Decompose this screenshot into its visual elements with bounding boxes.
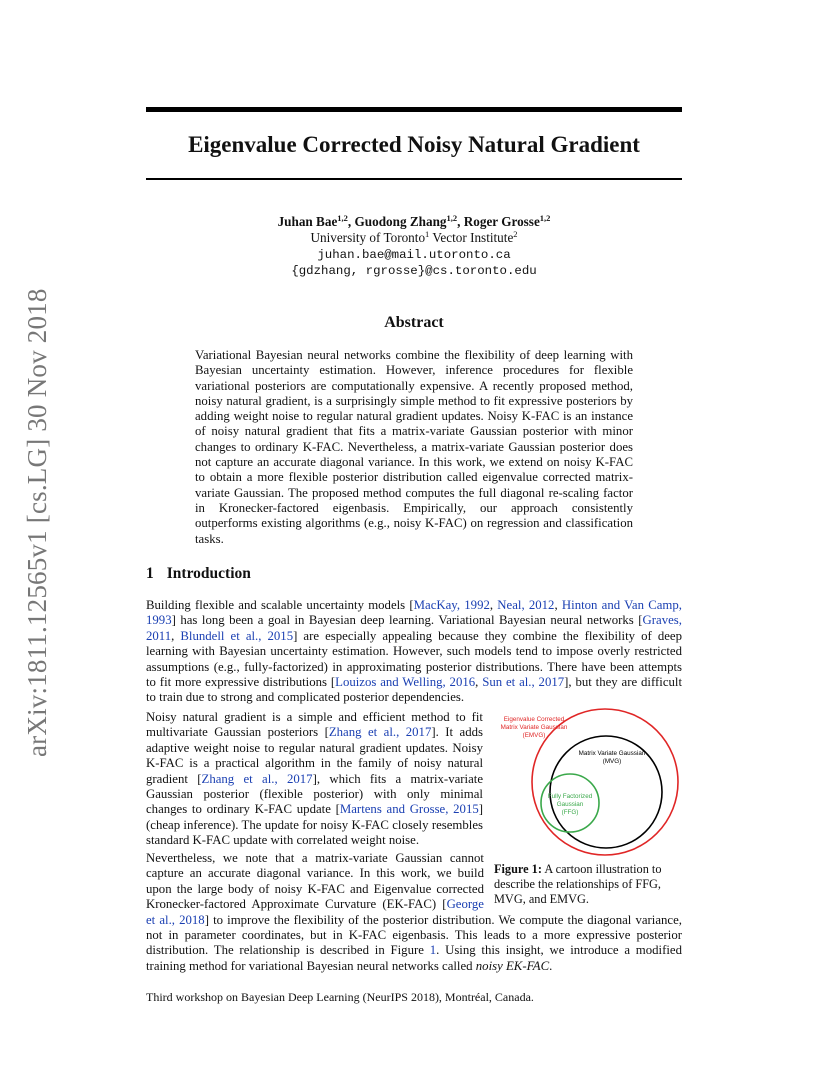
citation-link[interactable]: MacKay, 1992 — [413, 598, 490, 612]
affiliation-1: University of Toronto — [310, 230, 426, 246]
citation-link[interactable]: Louizos and Welling, 2016 — [335, 675, 476, 690]
title-rule-bottom — [146, 178, 682, 180]
text-run: ]. It adds adaptive weight noise to regular natural gradient updates. Noisy K-FAC is a practical algorithm in the family of noisy natural gradient [ — [146, 725, 483, 786]
mvg-label-line-2: (MVG) — [602, 758, 622, 765]
ffg-label-line-2: Gaussian — [556, 801, 584, 808]
citation-link[interactable]: Hinton and Van Camp, 1993 — [146, 598, 682, 628]
citation-link[interactable]: George et al., 2018 — [146, 897, 484, 927]
email-1: juhan.bae@mail.utoronto.ca — [317, 247, 511, 262]
ffg-label-line-3: (FFG) — [561, 809, 579, 816]
emvg-label-line-3: (EMVG) — [522, 732, 546, 739]
text-run: , — [554, 598, 562, 612]
citation-link[interactable]: Zhang et al., 2017 — [328, 725, 432, 740]
paper-title: Eigenvalue Corrected Noisy Natural Gradient — [188, 132, 640, 157]
figure-reference-link[interactable]: 1 — [429, 943, 437, 958]
caption-label: Figure 1: — [494, 862, 542, 876]
author-3-affiliation-marker: 1,2 — [539, 213, 551, 223]
text-run: . — [549, 958, 553, 973]
abstract-heading: Abstract — [384, 314, 444, 331]
author-1: Juhan Bae — [277, 214, 338, 229]
text-run: , — [171, 628, 181, 643]
text-run: Building flexible and scalable uncertainty models [ — [146, 598, 414, 612]
emvg-label-line-2: Matrix Variate Gaussian — [500, 724, 568, 731]
abstract-text: Variational Bayesian neural networks combine the flexibility of deep learning with Bayesian uncertainty estimation. However, inference procedures for flexible variational posteriors are computationally expensive. A recently proposed method, noisy natural gradient, is a surprisingly simple method to fit expressive posteriors by adding weight noise to regular natural gradient updates. Noisy K-FAC is an instance of noisy natural gradient that fits a matrix-variate Gaussian posterior with minor changes to ordinary K-FAC. Nevertheless, a matrix-variate Gaussian posterior does not capture an accurate diagonal variance. In this work, we extend on noisy K-FAC to obtain a more flexible posterior distribution called eigenvalue corrected matrix-variate Gaussian. The proposed method computes the full diagonal re-scaling factor in Kronecker-factored eigenbasis. Empirically, our approach consistently outperforms existing algorithms (e.g., noisy K-FAC) on regression and classification tasks. — [195, 348, 633, 546]
emvg-label-line-1: Eigenvalue Corrected — [503, 716, 565, 723]
text-run: ] has long been a goal in Bayesian deep learning. Variational Bayesian neural networks [ — [171, 613, 643, 628]
text-run: ] to improve the flexibility of the posterior distribution. We compute the diagonal variance, not in parameter coordinates, but in K-FAC eigenbasis. This leads to a more expressive posterior distribution. The relationship is described in Figure — [146, 912, 682, 958]
text-run: ] (cheap inference). The update for noisy K-FAC closely resembles standard K-FAC update with correlated weight noise. — [146, 802, 484, 848]
affiliation-2-marker: 2 — [513, 229, 518, 240]
citation-link[interactable]: Blundell et al., 2015 — [180, 628, 294, 643]
section-number: 1 — [146, 565, 154, 582]
section-title: Introduction — [166, 565, 251, 582]
citation-link[interactable]: Sun et al., 2017 — [482, 675, 565, 690]
arxiv-identifier: arXiv:1811.12565v1 [cs.LG] 30 Nov 2018 — [22, 288, 52, 757]
email-2: {gdzhang, rgrosse}@cs.toronto.edu — [291, 264, 537, 279]
text-run: , — [475, 675, 483, 690]
text-run: Nevertheless, we note that a matrix-variate Gaussian cannot capture an accurate diagonal variance. In this work, we build upon the large body of noisy K-FAC and Eigenvalue corrected Kronecker-factored Approximate Curvature (EK-FAC) [ — [146, 851, 484, 912]
ffg-label-line-1: Fully Factorized — [547, 793, 593, 800]
text-run: ] are especially appealing because they combine the flexibility of deep learning with Bayesian uncertainty estimation. However, such models tend to impose overly restricted assumptions (e.g., fully-factorized) in approximating posterior distributions. There have been attempts to fit more expressive distributions [ — [146, 628, 682, 690]
text-run: . Using this insight, we introduce a modified training method for variational Bayesian neural networks called — [146, 943, 682, 973]
mvg-label-line-1: Matrix Variate Gaussian — [578, 750, 646, 757]
footnote-venue: Third workshop on Bayesian Deep Learning (NeurIPS 2018), Montréal, Canada. — [146, 990, 534, 1004]
citation-link[interactable]: Neal, 2012 — [497, 598, 555, 612]
affiliations — [146, 230, 682, 246]
author-names: Juhan Bae$^{1,2}$, Guodong Zhang$^{1,2}$, Roger Grosse$^{1,2}$ — [277, 213, 551, 229]
caption-text: A cartoon illustration to describe the relationships of FFG, MVG, and EMVG. — [494, 862, 662, 906]
text-run: ], but they are difficult to train due to strong and complicated posterior dependencies. — [146, 675, 683, 705]
figure-1-caption — [494, 862, 684, 907]
title-rule-top — [146, 107, 682, 112]
citation-link[interactable]: Martens and Grosse, 2015 — [339, 802, 479, 817]
text-run: , — [489, 598, 498, 612]
affiliation-2: Vector Institute — [432, 230, 514, 246]
citation-link[interactable]: Graves, 2011 — [146, 613, 682, 643]
author-block — [146, 214, 682, 280]
author-1-affiliation-marker: 1,2 — [337, 213, 348, 223]
author-2-affiliation-marker: 1,2 — [446, 213, 458, 223]
text-run: Noisy natural gradient is a simple and efficient method to fit multivariate Gaussian posteriors [ — [146, 710, 483, 740]
intro-paragraph-1 — [146, 598, 682, 706]
intro-paragraph-2 — [146, 710, 483, 849]
author-2: Guodong Zhang — [354, 214, 447, 229]
citation-link[interactable]: Zhang et al., 2017 — [201, 771, 313, 786]
text-run: ], which fits a matrix-variate Gaussian posterior (flexible posterior) with only minimal changes to ordinary K-FAC update [ — [146, 771, 484, 817]
affiliation-1-marker: 1 — [425, 229, 430, 240]
author-3: Roger Grosse — [463, 214, 540, 229]
method-name-emphasis: noisy EK-FAC — [475, 958, 550, 973]
section-heading-introduction — [146, 565, 264, 583]
figure-1-diagram — [494, 706, 682, 856]
